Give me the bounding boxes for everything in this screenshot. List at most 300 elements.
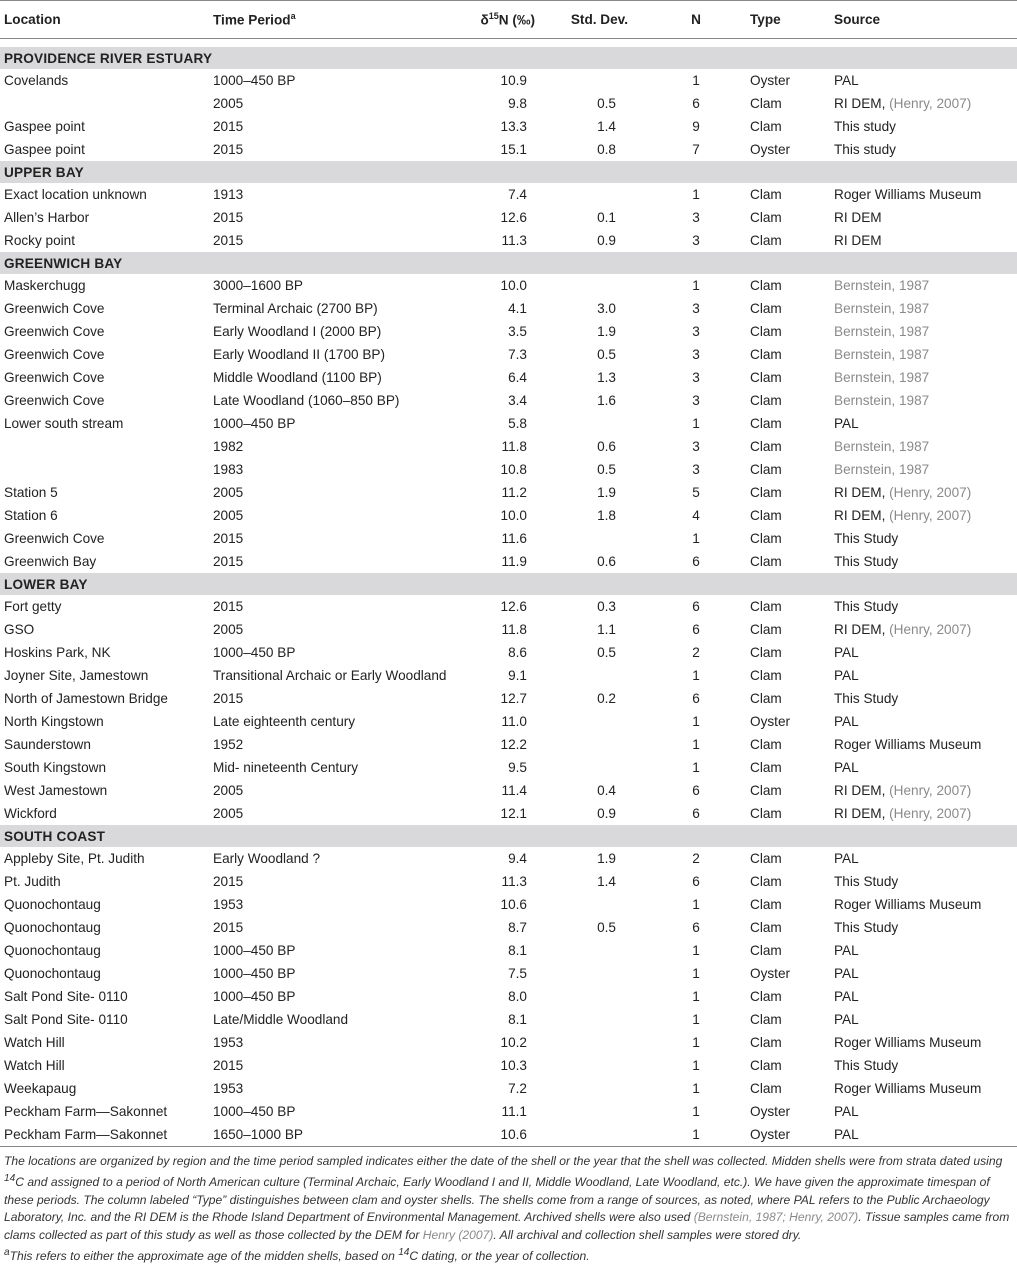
cell-location: Maskerchugg [4, 278, 86, 293]
cell-n: 1 [692, 1104, 700, 1119]
header-time-period-sup: a [290, 11, 296, 22]
table-row [0, 229, 1017, 252]
cell-location: Quonochontaug [4, 897, 101, 912]
source-text: This Study [834, 554, 899, 569]
cell-n: 2 [692, 645, 700, 660]
cell-delta-n15: 11.0 [501, 714, 527, 729]
cell-time-period: 1952 [213, 737, 244, 752]
table-row [0, 985, 1017, 1008]
cell-delta-n15: 11.1 [501, 1104, 527, 1119]
caption-ref-link-henry[interactable]: Henry (2007) [422, 1227, 494, 1242]
cell-type: Clam [750, 187, 782, 202]
cell-n: 1 [692, 73, 700, 88]
cell-delta-n15: 12.6 [500, 210, 527, 225]
cell-location: Saunderstown [4, 737, 91, 752]
cell-n: 3 [692, 210, 700, 225]
cell-source [830, 320, 1017, 343]
table-row [0, 916, 1017, 939]
cell-std-dev: 0.6 [597, 439, 616, 454]
cell-delta-n15: 11.8 [501, 439, 527, 454]
source-reference-link[interactable]: (Henry, 2007) [889, 806, 972, 821]
cell-n: 3 [692, 347, 700, 362]
cell-location: Greenwich Bay [4, 554, 97, 569]
source-text: Roger Williams Museum [834, 897, 982, 912]
cell-n: 6 [692, 783, 700, 798]
cell-type: Oyster [750, 73, 791, 88]
cell-n: 1 [692, 1035, 700, 1050]
cell-n: 2 [692, 851, 700, 866]
cell-delta-n15: 9.8 [508, 96, 527, 111]
cell-time-period: 1000–450 BP [213, 943, 296, 958]
cell-location: North of Jamestown Bridge [4, 691, 168, 706]
source-reference-link[interactable]: (Henry, 2007) [889, 508, 972, 523]
cell-time-period: 1953 [213, 1081, 244, 1096]
cell-type: Clam [750, 347, 782, 362]
header-time-period [209, 1, 459, 39]
cell-location: Peckham Farm—Sakonnet [0, 1123, 209, 1147]
cell-time-period: Late Woodland (1060–850 BP) [213, 393, 400, 408]
cell-n: 1 [692, 531, 700, 546]
cell-type: Clam [750, 96, 782, 111]
table-row [0, 389, 1017, 412]
cell-type: Clam [750, 439, 782, 454]
cell-type: Clam [750, 301, 782, 316]
cell-type: Clam [750, 691, 782, 706]
cell-time-period: 2005 [213, 485, 244, 500]
source-reference-link[interactable]: Bernstein, 1987 [834, 462, 930, 477]
cell-time-period: Late/Middle Woodland [213, 1012, 349, 1027]
cell-n: 1 [692, 416, 700, 431]
cell-type: Clam [750, 645, 782, 660]
cell-time-period: Early Woodland II (1700 BP) [213, 347, 386, 362]
cell-location: Rocky point [4, 233, 76, 248]
cell-source [830, 756, 1017, 779]
region-header-row [0, 252, 1017, 274]
source-text: PAL [834, 966, 859, 981]
cell-n: 6 [692, 874, 700, 889]
cell-type: Clam [750, 783, 782, 798]
cell-type: Oyster [746, 1123, 830, 1147]
cell-time-period: 1000–450 BP [213, 645, 296, 660]
cell-location [0, 458, 209, 481]
table-row [0, 779, 1017, 802]
cell-time-period: Late eighteenth century [213, 714, 356, 729]
source-reference-link[interactable]: (Henry, 2007) [889, 622, 972, 637]
cell-std-dev [557, 412, 658, 435]
source-text: RI DEM, [834, 783, 890, 798]
cell-type: Clam [750, 324, 782, 339]
cell-delta-n15: 8.0 [508, 989, 527, 1004]
cell-delta-n15: 11.8 [501, 622, 527, 637]
cell-location: Gaspee point [4, 119, 85, 134]
source-text: RI DEM, [834, 806, 890, 821]
cell-n: 1 [692, 966, 700, 981]
cell-type: Clam [750, 531, 782, 546]
cell-n: 1 [692, 989, 700, 1004]
source-reference-link[interactable]: Bernstein, 1987 [834, 347, 930, 362]
cell-time-period: 3000–1600 BP [213, 278, 303, 293]
table-row [0, 733, 1017, 756]
cell-std-dev: 0.3 [597, 599, 616, 614]
cell-type: Clam [750, 1012, 782, 1027]
table-row [0, 847, 1017, 870]
table-row [0, 893, 1017, 916]
cell-source [830, 779, 1017, 802]
cell-source [830, 481, 1017, 504]
source-text: RI DEM, [834, 622, 890, 637]
region-name: PROVIDENCE RIVER ESTUARY [0, 47, 1017, 69]
cell-time-period: 2015 [213, 119, 244, 134]
cell-n: 1 [692, 943, 700, 958]
cell-time-period: 1000–450 BP [213, 989, 296, 1004]
cell-type: Clam [750, 485, 782, 500]
cell-std-dev: 0.9 [597, 233, 616, 248]
cell-delta-n15: 9.1 [508, 668, 527, 683]
cell-n: 6 [692, 554, 700, 569]
caption-part4: . All archival and collection shell samples were stored dry. [493, 1227, 802, 1242]
cell-n: 3 [692, 370, 700, 385]
table-row [0, 618, 1017, 641]
footnote-post: C dating, or the year of collection. [409, 1249, 590, 1264]
cell-std-dev: 0.5 [597, 96, 616, 111]
cell-std-dev [557, 1008, 658, 1031]
cell-std-dev: 0.9 [597, 806, 616, 821]
cell-std-dev [557, 733, 658, 756]
region-name: GREENWICH BAY [0, 252, 1017, 274]
cell-source [830, 389, 1017, 412]
cell-time-period: 1000–450 BP [213, 416, 296, 431]
cell-type: Clam [750, 897, 782, 912]
cell-type: Clam [750, 989, 782, 1004]
cell-n: 6 [692, 622, 700, 637]
region-header-row [0, 161, 1017, 183]
table-row [0, 138, 1017, 161]
table-row [0, 206, 1017, 229]
cell-location: Appleby Site, Pt. Judith [4, 851, 145, 866]
caption-part3: . Tissue samples came from clams collected as part of this study as well as those collected by the DEM for [4, 1210, 1010, 1242]
table-row [0, 274, 1017, 297]
cell-n: 1 [692, 1012, 700, 1027]
cell-std-dev: 1.9 [597, 324, 616, 339]
cell-delta-n15: 5.8 [508, 416, 527, 431]
cell-source [830, 274, 1017, 297]
cell-delta-n15: 7.3 [508, 347, 527, 362]
cell-n: 9 [692, 119, 700, 134]
cell-delta-n15: 11.6 [501, 531, 527, 546]
cell-location: Greenwich Cove [4, 370, 105, 385]
cell-source [830, 297, 1017, 320]
cell-location: Wickford [4, 806, 57, 821]
cell-n: 1 [658, 1123, 746, 1147]
cell-delta-n15: 11.3 [501, 233, 527, 248]
cell-location: Allen’s Harbor [4, 210, 90, 225]
cell-std-dev [557, 1054, 658, 1077]
cell-source [830, 618, 1017, 641]
cell-n: 3 [692, 462, 700, 477]
cell-source [830, 206, 1017, 229]
source-reference-link[interactable]: Bernstein, 1987 [834, 324, 930, 339]
cell-time-period: Middle Woodland (1100 BP) [213, 370, 382, 385]
table-row [0, 1077, 1017, 1100]
table-footnote [4, 1244, 1013, 1265]
cell-type: Clam [750, 760, 782, 775]
source-text: This Study [834, 691, 899, 706]
table-row [0, 297, 1017, 320]
table-row [0, 595, 1017, 618]
cell-std-dev: 0.5 [597, 347, 616, 362]
cell-std-dev: 0.8 [597, 142, 616, 157]
cell-type: Clam [750, 233, 782, 248]
source-text: This Study [834, 531, 899, 546]
table-row [0, 756, 1017, 779]
cell-n: 3 [692, 233, 700, 248]
cell-delta-n15: 11.4 [501, 783, 527, 798]
cell-n: 1 [692, 187, 700, 202]
cell-source [830, 1077, 1017, 1100]
cell-type: Clam [750, 462, 782, 477]
cell-location: Station 6 [4, 508, 58, 523]
source-text: PAL [834, 1012, 859, 1027]
table-row [0, 1008, 1017, 1031]
source-reference-link[interactable]: Bernstein, 1987 [834, 393, 930, 408]
cell-source [830, 962, 1017, 985]
cell-type: Oyster [750, 142, 791, 157]
cell-std-dev: 0.6 [597, 554, 616, 569]
cell-time-period: 2015 [213, 233, 244, 248]
header-delta-sup: 15 [488, 11, 499, 22]
source-text: PAL [834, 851, 859, 866]
cell-type: Clam [750, 668, 782, 683]
cell-std-dev: 1.6 [597, 393, 616, 408]
cell-time-period: 2005 [213, 806, 244, 821]
source-text: This study [834, 119, 896, 134]
cell-source [830, 527, 1017, 550]
cell-delta-n15: 10.9 [500, 73, 527, 88]
source-text: PAL [834, 714, 859, 729]
cell-source [830, 641, 1017, 664]
cell-time-period: 2015 [213, 1058, 244, 1073]
cell-type: Clam [750, 737, 782, 752]
caption-sup1: 14 [4, 1173, 16, 1185]
table-body [0, 39, 1017, 1147]
cell-time-period: 1953 [213, 1035, 244, 1050]
cell-std-dev [557, 710, 658, 733]
cell-n: 3 [692, 439, 700, 454]
cell-delta-n15: 7.4 [508, 187, 527, 202]
cell-location: Covelands [4, 73, 69, 88]
cell-std-dev: 1.3 [597, 370, 616, 385]
cell-location: Greenwich Cove [4, 347, 105, 362]
cell-type: Clam [750, 393, 782, 408]
cell-location: Hoskins Park, NK [4, 645, 111, 660]
cell-source [830, 916, 1017, 939]
footnote-pre: This refers to either the approximate age of the midden shells, based on [9, 1249, 399, 1264]
cell-location: South Kingstown [4, 760, 107, 775]
table-row [0, 710, 1017, 733]
source-text: PAL [834, 943, 859, 958]
cell-type: Oyster [750, 1104, 791, 1119]
cell-std-dev: 1.4 [597, 119, 616, 134]
cell-source [830, 138, 1017, 161]
source-text: Roger Williams Museum [834, 737, 982, 752]
cell-delta-n15: 3.5 [508, 324, 527, 339]
source-reference-link[interactable]: Bernstein, 1987 [834, 439, 930, 454]
header-location: Location [0, 1, 209, 39]
cell-source [830, 939, 1017, 962]
table-row [0, 504, 1017, 527]
cell-n: 6 [692, 806, 700, 821]
table-row [0, 1031, 1017, 1054]
cell-source [830, 847, 1017, 870]
cell-std-dev [557, 183, 658, 206]
cell-time-period: 2015 [213, 599, 244, 614]
cell-time-period: 1000–450 BP [213, 966, 296, 981]
header-std-dev: Std. Dev. [557, 1, 658, 39]
source-text: This Study [834, 1058, 899, 1073]
cell-delta-n15: 8.1 [508, 1012, 527, 1027]
cell-time-period: 2005 [213, 783, 244, 798]
cell-n: 4 [692, 508, 700, 523]
cell-time-period: 2015 [213, 874, 244, 889]
table-row [0, 962, 1017, 985]
region-header-row [0, 825, 1017, 847]
cell-n: 3 [692, 324, 700, 339]
source-reference-link[interactable]: (Henry, 2007) [889, 96, 972, 111]
cell-std-dev: 0.5 [597, 920, 616, 935]
source-text: PAL [834, 645, 859, 660]
cell-std-dev: 0.1 [597, 210, 616, 225]
cell-type: Clam [750, 554, 782, 569]
table-caption [0, 1147, 1017, 1266]
cell-source [830, 1100, 1017, 1123]
cell-source [830, 183, 1017, 206]
table-row [0, 1100, 1017, 1123]
source-reference-link[interactable]: (Henry, 2007) [889, 485, 972, 500]
source-text: Roger Williams Museum [834, 1081, 982, 1096]
region-header-row [0, 573, 1017, 595]
cell-type: Oyster [750, 714, 791, 729]
cell-time-period: 1953 [213, 897, 244, 912]
cell-time-period: 2015 [213, 210, 244, 225]
cell-time-period: Terminal Archaic (2700 BP) [213, 301, 378, 316]
table-row [0, 1123, 1017, 1147]
source-reference-link[interactable]: Bernstein, 1987 [834, 278, 930, 293]
cell-delta-n15: 10.6 [459, 1123, 557, 1147]
table-row [0, 320, 1017, 343]
cell-source [830, 504, 1017, 527]
cell-source [830, 92, 1017, 115]
table-row [0, 939, 1017, 962]
source-text: Roger Williams Museum [834, 187, 982, 202]
cell-time-period: 2015 [213, 691, 244, 706]
cell-location: Peckham Farm—Sakonnet [4, 1104, 168, 1119]
cell-location: Joyner Site, Jamestown [4, 668, 149, 683]
cell-n: 7 [692, 142, 700, 157]
cell-location: Exact location unknown [4, 187, 147, 202]
cell-n: 6 [692, 96, 700, 111]
cell-source [830, 1123, 1017, 1147]
cell-std-dev: 1.4 [597, 874, 616, 889]
cell-type: Clam [750, 622, 782, 637]
cell-std-dev [557, 664, 658, 687]
cell-n: 6 [692, 920, 700, 935]
cell-location: Quonochontaug [4, 920, 101, 935]
cell-std-dev [557, 1031, 658, 1054]
cell-source [830, 595, 1017, 618]
cell-location: Salt Pond Site- 0110 [4, 989, 128, 1004]
cell-n: 3 [692, 393, 700, 408]
cell-delta-n15: 12.6 [500, 599, 527, 614]
cell-std-dev: 0.5 [597, 645, 616, 660]
table-row [0, 481, 1017, 504]
caption-part2: C and assigned to a period of North American culture (Terminal Archaic, Early Woodland I and II, Middle Woodland, Late Woodland, etc.). We have given the approximate timespan of these periods. The column labeled “Type” distinguishes between clam and oyster shells. The shells come from a range of sources, as noted, where PAL refers to the Public Archaeology Laboratory, Inc. and the RI DEM is the Rhode Island Department of Environmental Management. Archived shells were also used [4, 1175, 990, 1225]
source-reference-link[interactable]: Bernstein, 1987 [834, 370, 930, 385]
cell-source [830, 1031, 1017, 1054]
cell-delta-n15: 10.0 [500, 508, 527, 523]
cell-location: Greenwich Cove [4, 393, 105, 408]
cell-delta-n15: 9.4 [508, 851, 527, 866]
cell-source [830, 664, 1017, 687]
cell-time-period: 1000–450 BP [213, 1104, 296, 1119]
cell-type: Clam [750, 210, 782, 225]
cell-n: 1 [692, 1081, 700, 1096]
footnote-marker: a [4, 1247, 10, 1259]
cell-n: 3 [692, 301, 700, 316]
cell-n: 1 [692, 1058, 700, 1073]
cell-type: Clam [750, 119, 782, 134]
cell-std-dev: 0.2 [597, 691, 616, 706]
cell-std-dev: 3.0 [597, 301, 616, 316]
cell-delta-n15: 11.9 [501, 554, 527, 569]
cell-std-dev: 0.4 [597, 783, 616, 798]
caption-text [4, 1153, 1013, 1244]
cell-delta-n15: 10.0 [500, 278, 527, 293]
table-row [0, 412, 1017, 435]
cell-location: GSO [4, 622, 35, 637]
cell-time-period: Early Woodland I (2000 BP) [213, 324, 382, 339]
cell-n: 1 [692, 897, 700, 912]
table-row [0, 458, 1017, 481]
cell-type: Clam [750, 508, 782, 523]
cell-time-period: 2005 [213, 96, 244, 111]
table-row [0, 527, 1017, 550]
cell-n: 1 [692, 668, 700, 683]
cell-delta-n15: 12.7 [500, 691, 527, 706]
cell-std-dev [557, 893, 658, 916]
header-n: N [658, 1, 746, 39]
caption-ref-link[interactable]: (Bernstein, 1987; Henry, 2007) [693, 1210, 859, 1225]
table-row [0, 92, 1017, 115]
source-reference-link[interactable]: Bernstein, 1987 [834, 301, 930, 316]
header-delta [459, 1, 557, 39]
table-row [0, 802, 1017, 825]
cell-time-period: 2015 [213, 142, 244, 157]
cell-location: Salt Pond Site- 0110 [4, 1012, 128, 1027]
cell-delta-n15: 13.3 [500, 119, 527, 134]
cell-location: Quonochontaug [4, 943, 101, 958]
cell-n: 6 [692, 691, 700, 706]
source-reference-link[interactable]: (Henry, 2007) [889, 783, 972, 798]
cell-source [830, 412, 1017, 435]
cell-time-period: Mid- nineteenth Century [213, 760, 359, 775]
cell-type: Clam [750, 1081, 782, 1096]
cell-std-dev [557, 939, 658, 962]
source-text: This Study [834, 920, 899, 935]
cell-std-dev [557, 274, 658, 297]
table-row [0, 550, 1017, 573]
cell-std-dev [557, 1100, 658, 1123]
cell-n: 1 [692, 760, 700, 775]
